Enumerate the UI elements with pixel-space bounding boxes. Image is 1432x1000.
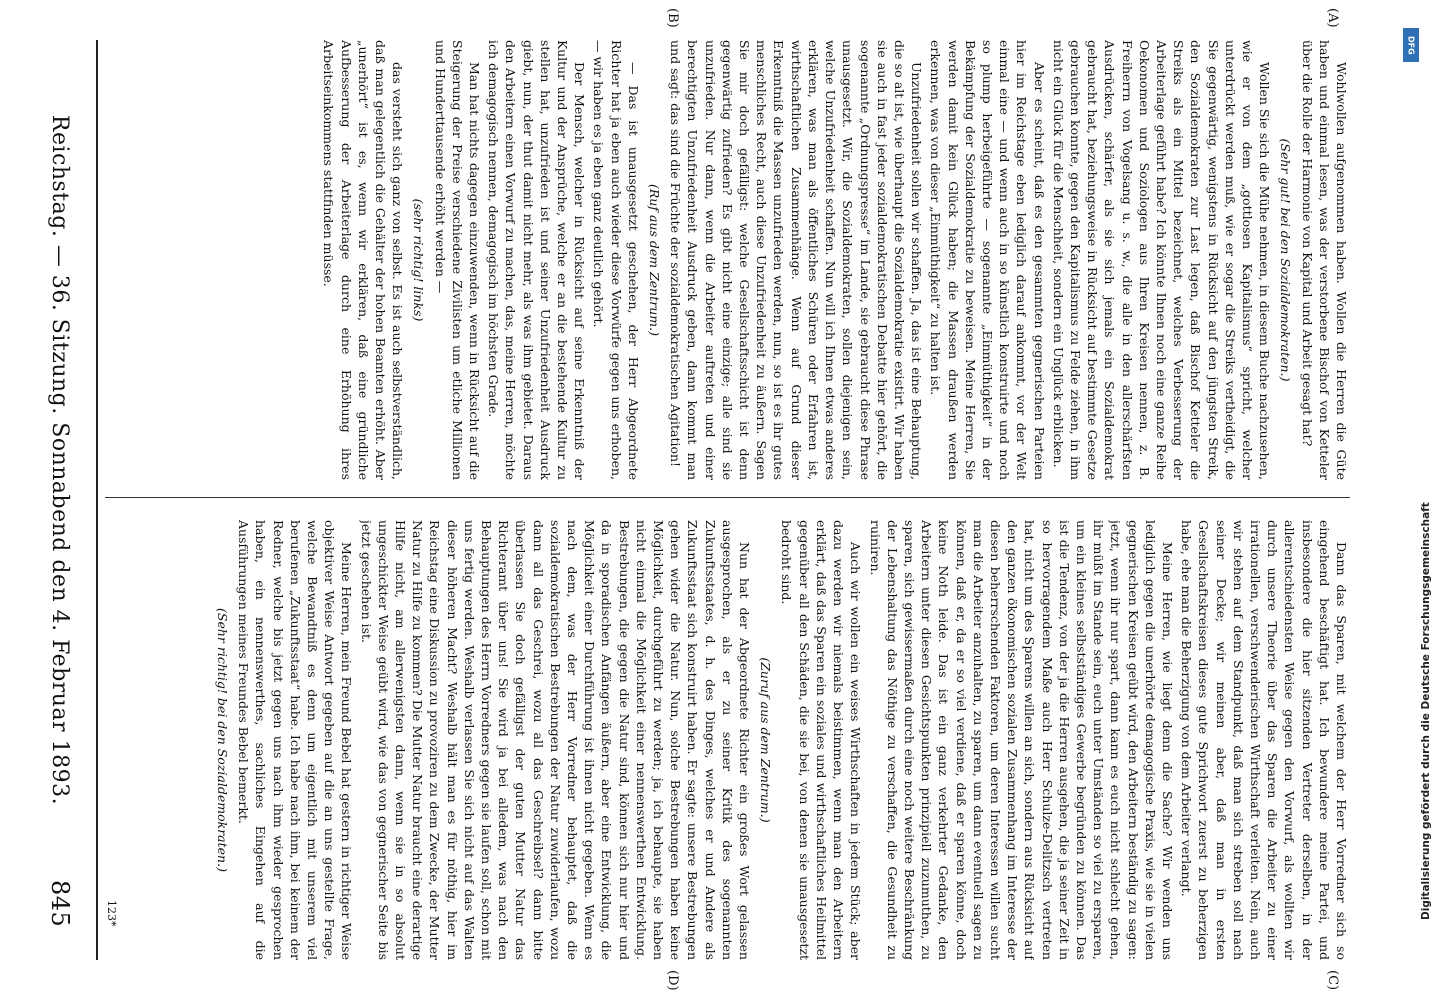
signature-mark: 123*	[105, 900, 118, 927]
margin-marker-d: (D)	[665, 970, 680, 991]
header-rule	[96, 40, 98, 960]
interjection: (Sehr richtig! bei den Sozialdemokraten.)	[215, 608, 230, 872]
paragraph: Wohlwollen aufgenommen haben. Wollen die Herren die Güte haben und einmal lesen, was der verstorbene Bischof von Ketteler über die Rolle der Harmonie von Kapital und Arbeit gesagt hat?	[1299, 40, 1349, 480]
interjection: (Sehr gut! bei den Sozialdemokraten.)	[1278, 138, 1294, 382]
interjection: (Zuruf aus dem Zentrum.)	[758, 657, 774, 823]
page-number: 845	[46, 880, 74, 928]
paragraph: Auch wir wollen ein weises Wirthschaften in jedem Stück; aber dazu werden wir niemals beistimmen, wenn man den Arbeitern erklärt, daß das Sparen ein soziales und wirthschaftliches Heilmittel gegenüber all den Schäden, die sie bei, von denen sie unausgesetzt bedroht sind.	[779, 520, 864, 960]
dfg-logo: DFG	[1403, 28, 1419, 62]
margin-marker-c: (C)	[1325, 970, 1340, 991]
dfg-credit-text: Digitalisierung gefördert durch die Deutsche Forschungsgemeinschaft	[1420, 502, 1432, 920]
margin-marker-b: (B)	[665, 8, 680, 28]
paragraph: Aber es scheint, daß es den gesammten gegnerischen Parteien hier im Reichstage eben lediglich darauf ankommt, vor der Welt einmal eine — und wenn auch in so künstlich konstruirte und noch so plump herbeigeführte — sogenannte „Einmüthigkeit“ in der Bekämpfung der Sozialdemokratie zu beweisen. Meine Herren, Sie werden damit kein Glück haben; die Massen draußen werden erkennen, was von dieser „Einmüthigkeit“ zu halten ist.	[928, 40, 1047, 480]
interjection: (sehr richtig! links)	[411, 198, 427, 322]
paragraph: Nun hat der Abgeordnete Richter ein großes Wort gelassen ausgesprochen, als er zu seiner Kritik des sogenannten Zukunftsstaates, d. h. des Dinges, welches er und Andere als Zukunftsstaat sich konstruirt haben. Er sagte: unsere Bestrebungen gehen wider die Natur. Nun, solche Bestrebungen haben keine Möglichkeit, durchgeführt zu werden; ja, ich behaupte, sie haben nicht einmal die Möglichkeit einer nennenswerthen Entwicklung. Bestrebungen, die gegen die Natur sind, können sich nur hier und da in sporadischen Anfängen äußern, aber eine Entwicklung, die Möglichkeit einer Durchführung ist ihnen nicht gegeben. Wenn es nach dem, was der Herr Vorredner behauptet, daß die sozialdemokratischen Bestrebungen der Natur zuwiderlaufen, wozu dann all das Geschrei, wozu all das Geschreibsel? dann bitte überlassen Sie doch gefälligst der guten Mutter Natur das Richteramt über uns! Sie wird ja bei alledem, was nach den Behauptungen des Herrn Vorredners gegen sie laufen soll, schon mit uns fertig werden. Weshalb verlassen Sie sich nicht auf das Walten dieser höheren Macht? Weshalb hält man es für nöthig, hier im Reichstag eine Diskussion zu provoziren zu dem Zwecke, der Mutter Natur zu Hilfe zu kommen? Die Mutter Natur braucht eine derartige Hilfe nicht, am allerwenigsten dann, wenn sie in so absolut ungeschickter Weise geübt wird, wie das von gegnerischer Seite bis jetzt geschehen ist.	[358, 520, 753, 960]
dfg-sidebar	[1400, 40, 1430, 940]
paragraph: Dann das Sparen, mit welchem der Herr Vorredner sich so eingehend beschäftigt hat. Ich bewundere meine Partei, und insbesondere die hier sitzenden Vertreter derselben, in der allerentschiedensten Weise gegen den Vorwurf, als wollten wir durch unsere Theorie über das Sparen die Arbeiter zu einer irrationellen, verschwenderischen Wirthschaft verleiten. Nein, auch wir stehen auf dem Standpunkt, daß man sich streben soll nach seiner Decke; wir meinen aber, daß man in ersten Gesellschaftskreisen dieses gute Sprichwort zuerst zu beherzigen habe, ehe man die Beherzigung von dem Arbeiter verlangt.	[1179, 520, 1349, 960]
interjection: (Ruf aus dem Zentrum.)	[647, 184, 663, 336]
page-title: Reichstag. — 36. Sitzung. Sonnabend den 4. Februar 1893.	[47, 114, 73, 806]
paragraph: Man hat nichts dagegen einzuwenden, wenn in Rücksicht auf die Steigerung der Preise verschiedene Zivilisten um etliche Millionen und Hunderttausende erhöht werden —	[432, 40, 483, 480]
paragraph: Unzufriedenheit sollen wir schaffen. Ja, das ist eine Behauptung, die so alt ist, wie überhaupt die Sozialdemokratie existirt. Wir haben sie auch in fast jeder sozialdemokratischen Debatte hier gehört, die sogenannte „Ordnungspresse“ im Lande, sie gebraucht diese Phrase unausgesetzt. Wir, die Sozialdemokraten, sollen diejenigen sein, welche Unzufriedenheit schaffen. Nun will ich Ihnen etwas anderes erklären, was man als öffentliches Schüren oder Erfahren ist, wirthschaftlichen Zusammenhänge. Wenn auf Grund dieser Erkenntniß die Massen unzufrieden werden, nun, so ist es ihr gutes menschliches Recht, auch diese Unzufriedenheit zu äußern. Sagen Sie mir doch gefälligst: welche Gesellschaftsschicht ist denn gegenwärtig zufrieden? Es gibt nicht eine einzige; alle sind sie unzufrieden. Nur dann, wenn die Arbeiter auftreten und einer berechtigten Unzufriedenheit Ausdruck geben, dann kommt man und sagt: das sind die Früchte der sozialdemokratischen Agitation!	[668, 40, 925, 480]
paragraph: — Das ist unausgesetzt geschehen, der Herr Abgeordnete Richter hat ja eben auch wieder diese Vorwürfe gegen uns erhoben, — wir haben es ja eben ganz deutlich gehört.	[591, 40, 641, 480]
page-header	[30, 40, 90, 960]
paragraph: Der Mensch, welcher in Rücksicht auf seine Erkenntniß der Kultur und der Ansprüche, welche er an die bestehende Kultur zu stellen hat, unzufrieden ist und seiner Unzufriedenheit Ausdruck giebt, nun, der thut damit nicht mehr, als was ihm gebietet. Daraus den Arbeitern einen Vorwurf zu machen, das, meine Herren, möchte ich demagogisch nennen, demagogisch im höchsten Grade.	[486, 40, 588, 480]
paragraph: Wollen Sie sich die Mühe nehmen, in diesem Buche nachzusehen, wie er von dem „gottlosen Kapitalismus“ spricht, welcher unterdrückt werden muß, wie er sogar die Streiks vertheidigt, die Sie gegenwärtig, wenigstens in Rücksicht auf den jüngsten Streik, den Sozialdemokraten zur Last legen, daß Bischof Ketteler die Streiks als ein Mittel bezeichnet, welches Verbesserung der Arbeiterlage geführt habe? Ich könnte Ihnen noch eine ganze Reihe Oekonomen und Soziologen aus Ihren Kreisen nennen, z. B. Freiherrn von Vogelsang u. s. w., die alle in den allerschärfsten Ausdrücken, schärfer, als sie sich jemals ein Sozialdemokrat gebraucht hat, beziehungsweise in Rücksicht auf bestimmte Gesetze gebrauchen konnte, gegen den Kapitalismus zu Felde ziehen, in ihm nicht ein Glück für die Menschheit, sondern ein Unglück erblicken.	[1050, 40, 1273, 480]
margin-marker-a: (A)	[1325, 8, 1340, 28]
left-text-column	[105, 40, 1350, 480]
paragraph: Meine Herren, wie liegt denn die Sache? Wir wenden uns lediglich gegen die unerhörte demagogische Praxis, wie sie in vielen gegnerischen Kreisen geübt wird, den Arbeitern beständig zu sagen: jetzt, wenn ihr nur spart, dann kann es euch nicht schlecht gehen, ihr müßt im Stande sein, euch unter Umständen so viel zu ersparen, um ein kleines selbstständiges Gewerbe begründen zu können. Das ist die Tendenz, von der ja die Herren ausgehen, die ja seiner Zeit in so hervorragendem Maße auch Herr Schulze-Delitzsch vertreten hat, nicht um des Sparens willen an sich, sondern aus Rücksicht auf den ganzen ökonomischen sozialen Zusammenhang im Interesse der diesen beherrschenden Faktoren, um deren Interessen willen sucht man die Arbeiter anzuhalten, zu sparen, um dann eventuell sagen zu können, daß er, da er so viel verdiene, daß er sparen könne, doch keine Noth leide. Das ist ein ganz verkehrter Gedanke, den Arbeitern unter diesen Gesichtspunkten prinzipiell zuzumuthen, zu sparen, sich gewissermaßen durch eine noch weitere Beschränkung der Lebenshaltung das Nöthige zu verschaffen, die Gesundheit zu ruiniren.	[867, 520, 1175, 960]
paragraph: Meine Herren, mein Freund Bebel hat gestern in richtiger Weise objektiver Weise Antwort gegeben auf die an uns gestellte Frage, welche Bewandtniß es denn um eigentlich mit unserem viel berufenen „Zukunftsstaat“ habe. Ich habe nach ihm, bei keinem der Redner, welche bis jetzt gegen uns nach ihm wieder gesprochen haben, ein nennenswerthes, sachliches Eingehen auf die Ausführungen meines Freundes Bebel bemerkt.	[236, 520, 355, 960]
column-divider	[105, 497, 1350, 498]
right-text-column	[105, 520, 1350, 960]
paragraph: das versteht sich ganz von selbst. Es ist auch selbstverständlich, daß man gelegentlich die Gehälter der hohen Beamten erhöht. Aber „unerhört“ ist es, wenn wir erklären, daß eine gründliche Aufbesserung der Arbeiterlage durch eine Erhöhung ihres Arbeitseinkommens stattfinden müsse.	[321, 40, 406, 480]
